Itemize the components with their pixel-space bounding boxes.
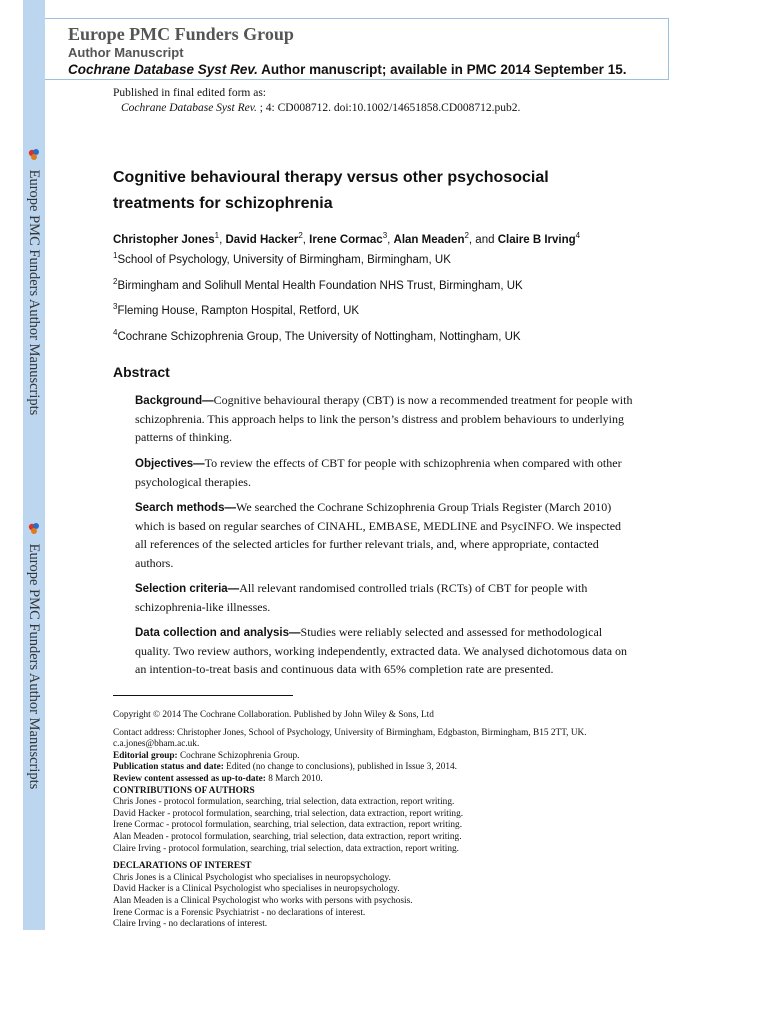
editorial-group [113, 751, 643, 763]
affiliation-text: School of Psychology, University of Birmingham, Birmingham, UK [117, 253, 451, 266]
footnote-rule [113, 695, 293, 696]
declarations-heading: DECLARATIONS OF INTEREST [113, 861, 252, 872]
affiliation-sup: 3 [113, 302, 118, 311]
section-lead: Background— [135, 395, 214, 407]
editorial-label: Editorial group: [113, 750, 178, 761]
section-text: Cognitive behavioural therapy (CBT) is now a recommended treatment for people with schizophrenia. This approach helps to link the person’s distress and problem behaviours to underlying patterns of thinking. [135, 393, 633, 445]
author-affil-sup: 2 [298, 231, 303, 240]
declaration-line: Chris Jones is a Clinical Psychologist who specialises in neuropsychology. [113, 872, 391, 883]
author-sep: , [302, 233, 310, 246]
section-text: We searched the Cochrane Schizophrenia Group Trials Register (March 2010) which is based on regular searches of CINAHL, EMBASE, MEDLINE and PsycINFO. We inspected all references of the selected articles for further relevant trials, and, where appropriate, contacted authors. [135, 500, 622, 570]
affiliation-text: Fleming House, Rampton Hospital, Retford, UK [117, 304, 360, 317]
declaration-line: Irene Cormac is a Forensic Psychiatrist - no declarations of interest. [113, 907, 366, 918]
side-label-text: Europe PMC Funders Author Manuscripts [26, 169, 42, 416]
affiliation-text: Cochrane Schizophrenia Group, The University of Nottingham, Nottingham, UK [117, 330, 521, 343]
status-value: Edited (no change to conclusions), published in Issue 3, 2014. [223, 762, 457, 773]
editorial-value: Cochrane Schizophrenia Group. [177, 750, 300, 761]
published-journal: Cochrane Database Syst Rev. [121, 102, 257, 114]
published-form [113, 86, 520, 116]
affiliation-text: Birmingham and Solihull Mental Health Foundation NHS Trust, Birmingham, UK [117, 279, 523, 292]
section-lead: Objectives— [135, 458, 205, 470]
author-affil-sup: 4 [575, 231, 581, 240]
affiliation [113, 328, 521, 343]
contribution-line: David Hacker - protocol formulation, searching, trial selection, data extraction, report writing. [113, 808, 464, 819]
contribution-line: Claire Irving - protocol formulation, searching, trial selection, data extraction, report writing. [113, 843, 459, 854]
affiliation-sup: 4 [113, 328, 118, 337]
contact-address: Contact address: Christopher Jones, School of Psychology, University of Birmingham, Edgbaston, Birmingham, B15 2TT, UK. c.a.jones@bham.ac.uk. [113, 727, 587, 750]
author-name: David Hacker [225, 233, 299, 246]
availability-text: Author manuscript; available in PMC 2014 September 15. [257, 62, 627, 77]
affiliation [113, 302, 359, 317]
copyright-line: Copyright © 2014 The Cochrane Collaboration. Published by John Wiley & Sons, Ltd [113, 710, 434, 720]
contribution-line: Chris Jones - protocol formulation, searching, trial selection, data extraction, report writing. [113, 797, 455, 808]
contribution-line: Alan Meaden - protocol formulation, searching, trial selection, data extraction, report writing. [113, 831, 462, 842]
review-value: 8 March 2010. [265, 773, 323, 784]
review-label: Review content assessed as up-to-date: [113, 773, 266, 784]
declaration-line: Alan Meaden is a Clinical Psychologist who works with persons with psychosis. [113, 895, 413, 906]
europe-pmc-logo-icon [28, 522, 40, 536]
publication-status [113, 762, 643, 774]
author-name: Christopher Jones [113, 233, 215, 246]
published-citation-text: ; 4: CD008712. doi:10.1002/14651858.CD008712.pub2. [256, 102, 521, 114]
author-name: Alan Meaden [393, 233, 465, 246]
europe-pmc-logo-icon [28, 148, 40, 162]
published-citation [113, 101, 520, 116]
abstract-heading: Abstract [113, 364, 170, 380]
author-sep: , and [468, 233, 498, 246]
affiliation [113, 251, 451, 266]
review-status [113, 774, 643, 786]
author-sep: , [387, 233, 394, 246]
section-lead: Selection criteria— [135, 583, 240, 595]
funders-group-title: Europe PMC Funders Group [68, 24, 294, 44]
abstract-section-objectives [135, 454, 635, 491]
declaration-line: Claire Irving - no declarations of interest. [113, 919, 268, 930]
author-sep: , [219, 233, 226, 246]
author-name: Claire B Irving [497, 233, 576, 246]
author-affil-sup: 1 [214, 231, 220, 240]
journal-availability [68, 62, 626, 77]
author-affil-sup: 2 [464, 231, 469, 240]
author-manuscript-label: Author Manuscript [68, 45, 184, 60]
contributions-heading: CONTRIBUTIONS OF AUTHORS [113, 785, 255, 796]
published-label: Published in final edited form as: [113, 87, 266, 99]
abstract-section-background [135, 391, 635, 447]
section-text: Studies were reliably selected and assessed for methodological quality. Two review authors, working independently, extracted data. We analysed dichotomous data on an intention-to-treat basis and continuous data with 65% completion rate are presented. [135, 625, 628, 677]
affiliation-sup: 2 [113, 277, 118, 286]
side-label-bottom [24, 522, 44, 792]
footnotes [113, 710, 643, 931]
section-lead: Search methods— [135, 502, 236, 514]
abstract-section-data-collection [135, 623, 635, 679]
status-label: Publication status and date: [113, 762, 224, 773]
author-affil-sup: 3 [382, 231, 388, 240]
declaration-line: David Hacker is a Clinical Psychologist who specialises in neuropsychology. [113, 884, 400, 895]
author-list [113, 231, 580, 246]
author-name: Irene Cormac [309, 233, 383, 246]
section-text: All relevant randomised controlled trials (RCTs) of CBT for people with schizophrenia-like illnesses. [135, 581, 588, 615]
abstract-section-selection-criteria [135, 579, 635, 616]
section-text: To review the effects of CBT for people with schizophrenia when compared with other psychological therapies. [135, 456, 622, 490]
affiliation [113, 277, 523, 292]
article-title: Cognitive behavioural therapy versus other psychosocial treatments for schizophrenia [113, 169, 549, 212]
abstract-section-search-methods [135, 498, 635, 572]
manuscript-header [45, 18, 669, 80]
side-label-top [24, 148, 44, 418]
side-label-text: Europe PMC Funders Author Manuscripts [26, 543, 42, 790]
section-lead: Data collection and analysis— [135, 627, 301, 639]
journal-name: Cochrane Database Syst Rev. [68, 62, 258, 77]
contribution-line: Irene Cormac - protocol formulation, searching, trial selection, data extraction, report writing. [113, 820, 463, 831]
affiliation-sup: 1 [113, 251, 118, 260]
